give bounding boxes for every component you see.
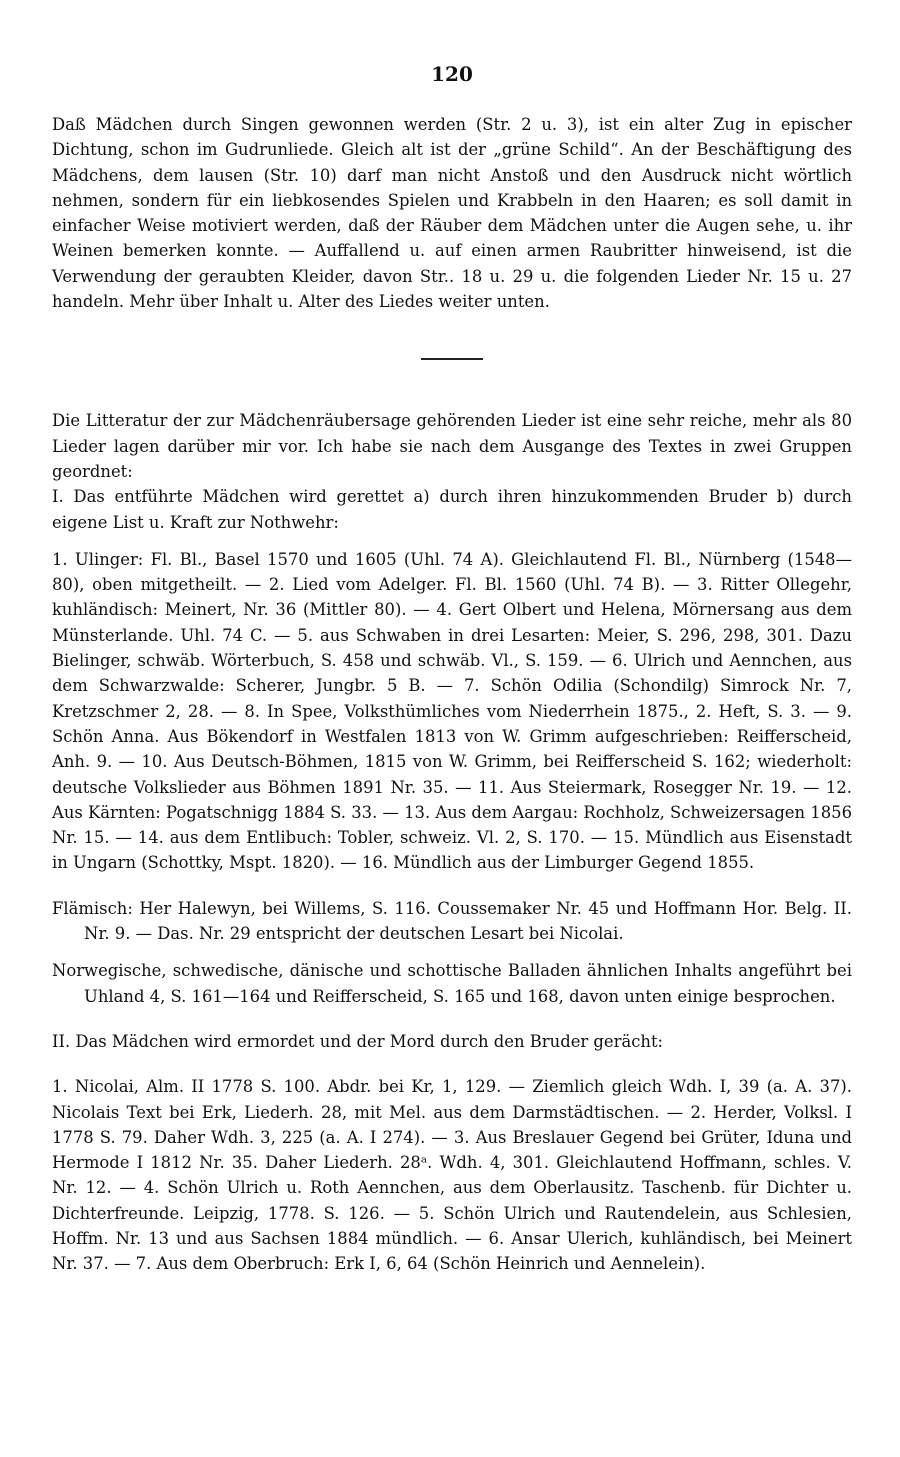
literature-intro: Die Litteratur der zur Mädchenräubersage gehörenden Lieder ist eine sehr reiche, mehr als 80 Lieder lagen darüber mir vor. Ich habe sie nach dem Ausgange des Textes in zwei Gruppen geordnet:	[52, 411, 852, 481]
nordic-note: Norwegische, schwedische, dänische und schottische Balladen ähnlichen Inhalts angeführt bei Uhland 4, S. 161—164 und Reifferscheid, S. 165 und 168, davon unten einige besprochen.	[52, 961, 852, 1006]
group-one-heading: I. Das entführte Mädchen wird gerettet a) durch ihren hinzukommenden Bruder b) durch eigene List u. Kraft zur Nothwehr:	[52, 487, 852, 532]
group-two-heading: II. Das Mädchen wird ermordet und der Mord durch den Bruder gerächt:	[52, 1031, 664, 1051]
intro-paragraph: Daß Mädchen durch Singen gewonnen werden (Str. 2 u. 3), ist ein alter Zug in epischer Dichtung, schon im Gudrunliede. Gleich alt ist der „grüne Schild“. An der Beschäftigung des Mädchens, dem lausen (Str. 10) darf man nicht Anstoß und den Ausdruck nicht wörtlich nehmen, sondern für ein liebkosendes Spielen und Krabbeln in den Haaren; es soll damit in einfacher Weise motiviert werden, daß der Räuber dem Mädchen unter die Augen sehe, u. ihr Weinen bemerken konnte. — Auffallend u. auf einen armen Raubritter hinweisend, ist die Verwendung der geraubten Kleider, davon Str.. 18 u. 29 u. die folgenden Lieder Nr. 15 u. 27 handeln. Mehr über Inhalt u. Alter des Liedes weiter unten.	[52, 115, 852, 312]
section-divider	[421, 358, 483, 360]
page-number: 120	[431, 62, 473, 86]
flemish-note: Flämisch: Her Halewyn, bei Willems, S. 116. Coussemaker Nr. 45 und Hoffmann Hor. Belg. II. Nr. 9. — Das. Nr. 29 entspricht der deutschen Lesart bei Nicolai.	[52, 898, 852, 944]
group-one-list: 1. Ulinger: Fl. Bl., Basel 1570 und 1605 (Uhl. 74 A). Gleichlautend Fl. Bl., Nürnberg (1548—80), oben mitgetheilt. — 2. Lied vom Adelger. Fl. Bl. 1560 (Uhl. 74 B). — 3. Ritter Ollegehr, kuhländisch: Meinert, Nr. 36 (Mittler 80). — 4. Gert Olbert und Helena, Mörnersang aus dem Münsterlande. Uhl. 74 C. — 5. aus Schwaben in drei Lesarten: Meier, S. 296, 298, 301. Dazu Bielinger, schwäb. Wörterbuch, S. 458 und schwäb. Vl., S. 159. — 6. Ulrich und Aennchen, aus dem Schwarzwalde: Scherer, Jungbr. 5 B. — 7. Schön Odilia (Schondilg) Simrock Nr. 7, Kretzschmer 2, 28. — 8. In Spee, Volksthümliches vom Niederrhein 1875., 2. Heft, S. 3. — 9. Schön Anna. Aus Bökendorf in Westfalen 1813 von W. Grimm aufgeschrieben: Reifferscheid, Anh. 9. — 10. Aus Deutsch-Böhmen, 1815 von W. Grimm, bei Reifferscheid S. 162; wiederholt: deutsche Volkslieder aus Böhmen 1891 Nr. 35. — 11. Aus Steiermark, Rosegger Nr. 19. — 12. Aus Kärnten: Pogatschnigg 1884 S. 33. — 13. Aus dem Aargau: Rochholz, Schweizersagen 1856 Nr. 15. — 14. aus dem Entlibuch: Tobler, schweiz. Vl. 2, S. 170. — 15. Mündlich aus Eisenstadt in Ungarn (Schottky, Mspt. 1820). — 16. Mündlich aus der Limburger Gegend 1855.	[52, 549, 852, 873]
group-two-list: 1. Nicolai, Alm. II 1778 S. 100. Abdr. bei Kr, 1, 129. — Ziemlich gleich Wdh. I, 39 (a. A. 37). Nicolais Text bei Erk, Liederh. 28, mit Mel. aus dem Darmstädtischen. — 2. Herder, Volksl. I 1778 S. 79. Daher Wdh. 3, 225 (a. A. I 274). — 3. Aus Breslauer Gegend bei Grüter, Iduna und Hermode I 1812 Nr. 35. Daher Liederh. 28ᵃ. Wdh. 4, 301. Gleichlautend Hoffmann, schles. V. Nr. 12. — 4. Schön Ulrich u. Roth Aennchen, aus dem Oberlausitz. Taschenb. für Dichter u. Dichterfreunde. Leipzig, 1778. S. 126. — 5. Schön Ulrich und Rautendelein, aus Schlesien, Hoffm. Nr. 13 und aus Sachsen 1884 mündlich. — 6. Ansar Ulerich, kuhländisch, bei Meinert Nr. 37. — 7. Aus dem Oberbruch: Erk I, 6, 64 (Schön Heinrich und Aennelein).	[52, 1077, 852, 1274]
